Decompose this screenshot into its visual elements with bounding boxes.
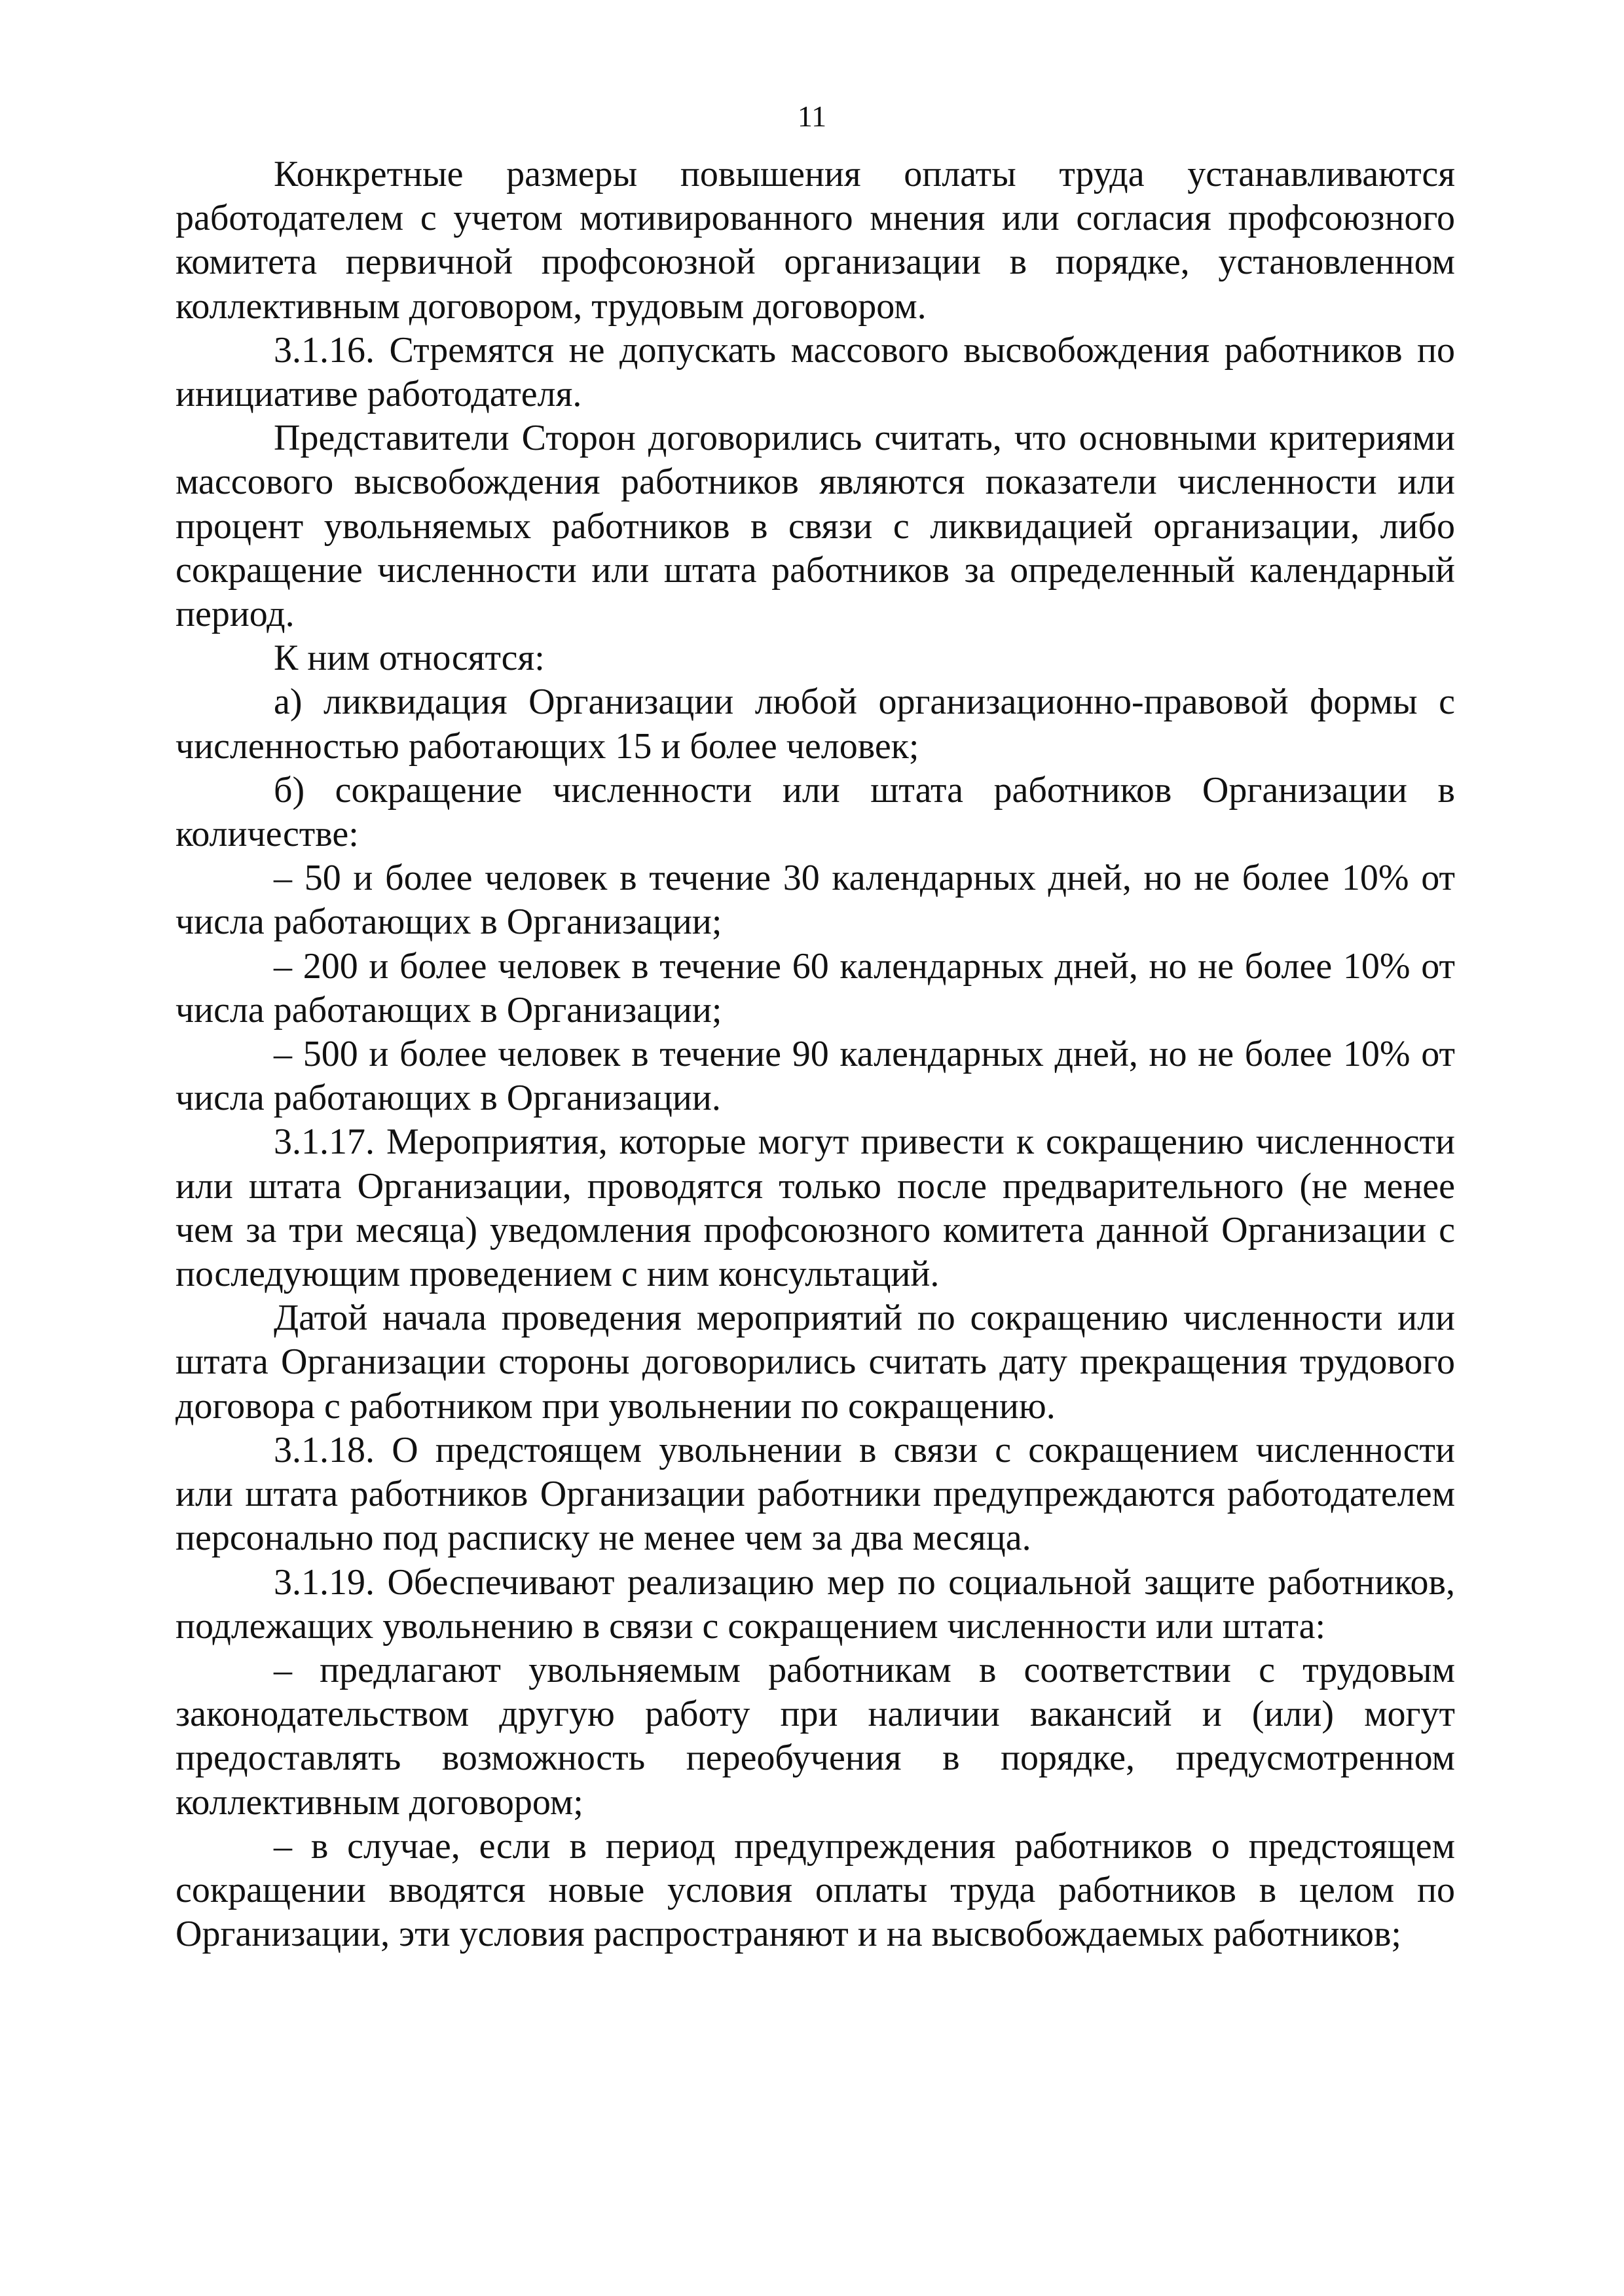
paragraph-3-1-17: 3.1.17. Мероприятия, которые могут привести к сокращению численности или штата Организации, проводятся только после предварительного (не менее чем за три месяца) уведомления профсоюзного комитета данной Организации с последующим проведением с ним консультаций. — [175, 1121, 1455, 1295]
list-item-offer-work: – предлагают увольняемым работникам в соответствии с трудовым законодательством другую работу при наличии вакансий и (или) могут предоставлять возможность переобучения в порядке, предусмотренном коллективным договором; — [175, 1649, 1455, 1823]
list-item-50-people: – 50 и более человек в течение 30 календарных дней, но не более 10% от числа работающих в Организации; — [175, 858, 1455, 943]
list-item-a-liquidation: а) ликвидация Организации любой организационно-правовой формы с численностью работающих 15 и более человек; — [175, 682, 1455, 767]
paragraph-3-1-18: 3.1.18. О предстоящем увольнении в связи с сокращением численности или штата работников Организации работники предупреждаются работодателем персонально под расписку не менее чем за два месяца. — [175, 1429, 1455, 1559]
paragraph-criteria-intro: К ним относятся: — [274, 638, 545, 679]
paragraph-3-1-19: 3.1.19. Обеспечивают реализацию мер по социальной защите работников, подлежащих увольнению в связи с сокращением численности или штата: — [175, 1561, 1455, 1647]
paragraph-start-date: Датой начала проведения мероприятий по сокращению численности или штата Организации стороны договорились считать дату прекращения трудового договора с работником при увольнении по сокращению. — [175, 1298, 1455, 1427]
list-item-new-pay-conditions: – в случае, если в период предупреждения работников о предстоящем сокращении вводятся новые условия оплаты труда работников в целом по Организации, эти условия распространяют и на высвобождаемых работников; — [175, 1825, 1455, 1955]
paragraph-mass-release-criteria: Представители Сторон договорились считать, что основными критериями массового высвобождения работников являются показатели численности или процент увольняемых работников в связи с ликвидацией организации, либо сокращение численности или штата работников за определенный календарный период. — [175, 418, 1455, 635]
paragraph-3-1-16: 3.1.16. Стремятся не допускать массового высвобождения работников по инициативе работодателя. — [175, 329, 1455, 415]
list-item-500-people: – 500 и более человек в течение 90 календарных дней, но не более 10% от числа работающих в Организации. — [175, 1034, 1455, 1119]
document-body — [175, 153, 1455, 1956]
list-item-b-reduction: б) сокращение численности или штата работников Организации в количестве: — [175, 769, 1455, 855]
list-item-200-people: – 200 и более человек в течение 60 календарных дней, но не более 10% от числа работающих в Организации; — [175, 945, 1455, 1030]
paragraph-pay-increase-sizes: Конкретные размеры повышения оплаты труда устанавливаются работодателем с учетом мотивированного мнения или согласия профсоюзного комитета первичной профсоюзной организации в порядке, установленном коллективным договором, трудовым договором. — [175, 154, 1455, 327]
page-number: 11 — [797, 100, 827, 133]
